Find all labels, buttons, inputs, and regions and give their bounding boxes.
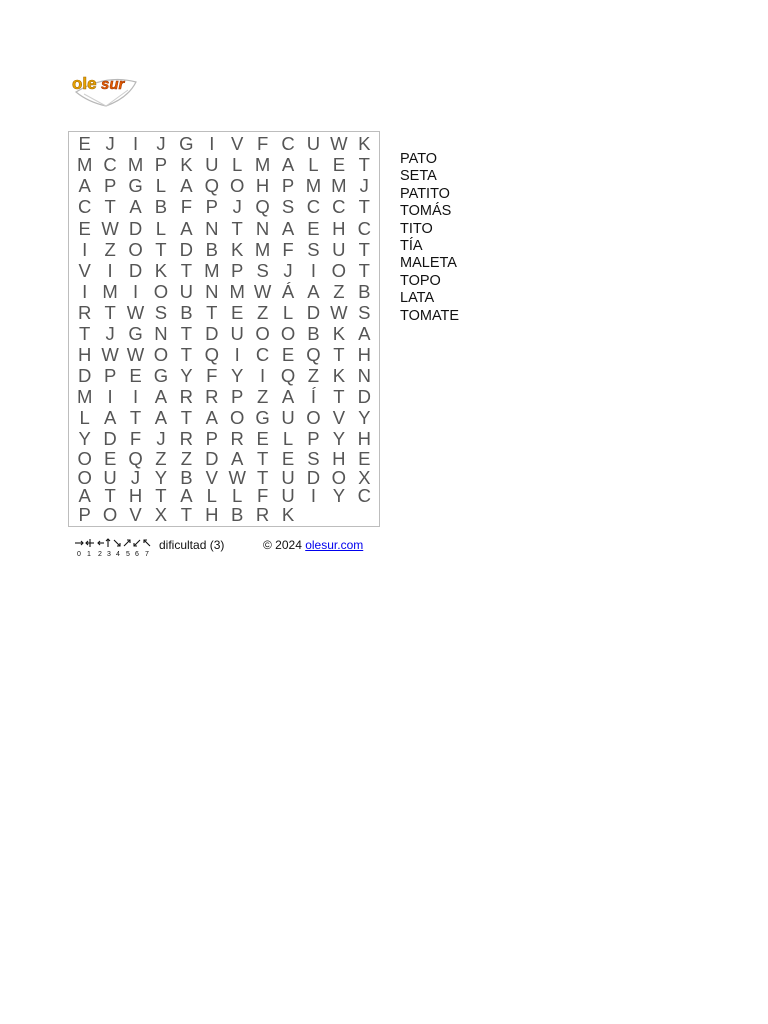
grid-letter: K	[332, 322, 346, 344]
grid-letter: G	[255, 407, 270, 429]
direction-digit: 3	[107, 551, 111, 558]
word-item: PATITO	[400, 185, 450, 202]
grid-letter: M	[305, 175, 322, 197]
grid-letter: U	[281, 485, 295, 506]
grid-letter: O	[230, 407, 245, 429]
grid-letter: D	[78, 365, 92, 386]
grid-letter: A	[180, 175, 193, 197]
grid-letter: Q	[306, 343, 321, 365]
grid-letter: Í	[310, 386, 317, 408]
grid-letter: M	[127, 154, 144, 176]
grid-letter: G	[128, 322, 143, 344]
grid-letter: W	[101, 343, 119, 365]
direction-digit: 5	[126, 551, 130, 558]
grid-letter: B	[231, 503, 244, 525]
grid-letter: K	[154, 259, 168, 281]
grid-letter: I	[82, 280, 88, 302]
grid-letter: E	[358, 448, 371, 469]
olesur-link[interactable]: olesur.com	[305, 538, 364, 552]
grid-letter: V	[78, 259, 91, 281]
difficulty-label: dificultad (3)	[159, 538, 225, 552]
grid-letter: T	[180, 259, 193, 281]
grid-letter: G	[179, 133, 194, 155]
grid-letter: O	[255, 322, 270, 344]
grid-letter: A	[358, 322, 371, 344]
grid-letter: S	[154, 301, 168, 323]
grid-letter: F	[206, 365, 218, 386]
grid-letter: O	[331, 466, 347, 488]
grid-letter: T	[333, 343, 345, 365]
grid-letter: Y	[180, 365, 193, 386]
grid-letter: U	[179, 280, 194, 302]
grid-letter: M	[102, 280, 118, 302]
grid-letter: F	[282, 238, 294, 260]
grid-letter: H	[357, 343, 371, 365]
grid-letter: M	[76, 154, 93, 176]
grid-letter: H	[332, 217, 346, 239]
grid-letter: V	[205, 466, 218, 488]
grid-letter: C	[332, 196, 346, 218]
grid-letter: T	[180, 503, 193, 525]
grid-letter: D	[128, 217, 143, 239]
grid-letter: D	[306, 301, 321, 323]
grid-letter: Q	[280, 365, 296, 386]
grid-letter: L	[155, 175, 167, 197]
grid-letter: E	[129, 365, 142, 386]
grid-letter: T	[104, 485, 116, 506]
grid-letter: O	[153, 343, 169, 365]
grid-letter: R	[179, 428, 194, 450]
grid-letter: O	[102, 503, 118, 525]
grid-letter: Z	[333, 280, 345, 302]
grid-letter: Y	[78, 428, 91, 450]
grid-letter: A	[180, 217, 193, 239]
grid-letter: C	[103, 154, 117, 176]
grid-letter: I	[82, 238, 88, 260]
grid-letter: S	[281, 196, 295, 218]
grid-letter: A	[281, 386, 295, 408]
grid-letter: Z	[180, 448, 193, 469]
grid-letter: T	[358, 154, 370, 176]
grid-letter: W	[228, 466, 246, 488]
grid-letter: Y	[358, 407, 371, 429]
grid-letter: P	[205, 428, 218, 450]
grid-letter: B	[307, 322, 320, 344]
grid-letter: L	[282, 301, 294, 323]
grid-letter: I	[107, 386, 113, 408]
grid-letter: T	[180, 343, 193, 365]
grid-letter: S	[256, 259, 269, 281]
grid-letter: I	[132, 280, 139, 302]
copyright-text: © 2024	[263, 538, 306, 552]
grid-letter: P	[154, 154, 168, 176]
grid-letter: Q	[128, 448, 143, 469]
grid-letter: L	[206, 485, 217, 506]
grid-letter: L	[155, 217, 167, 239]
grid-letter: C	[306, 196, 321, 218]
grid-letter: A	[231, 448, 244, 469]
grid-letter: C	[281, 133, 295, 155]
word-item: TOPO	[400, 272, 441, 289]
word-item: TOMÁS	[400, 203, 452, 220]
grid-letter: M	[76, 386, 93, 408]
grid-letter: J	[130, 466, 141, 488]
grid-letter: V	[332, 407, 346, 429]
grid-letter: D	[103, 428, 117, 450]
grid-letter: E	[307, 217, 320, 239]
grid-letter: D	[128, 259, 143, 281]
grid-letter: J	[156, 133, 166, 155]
grid-letter: D	[357, 386, 371, 408]
grid-letter: C	[255, 343, 270, 365]
grid-letter: J	[283, 259, 293, 281]
grid-letter: W	[101, 217, 119, 239]
grid-letter: E	[332, 154, 346, 176]
grid-letter: K	[358, 133, 371, 155]
direction-legend-icon	[74, 536, 154, 558]
grid-letter: W	[253, 280, 272, 302]
grid-letter: W	[330, 133, 348, 155]
copyright	[263, 538, 363, 552]
grid-letter: J	[105, 133, 115, 155]
direction-digit: 0	[77, 551, 81, 558]
grid-letter: H	[78, 343, 92, 365]
grid-letter: T	[180, 322, 193, 344]
grid-letter: Z	[155, 448, 167, 469]
grid-letter: N	[255, 217, 270, 239]
grid-letter: J	[156, 428, 166, 450]
grid-letter: O	[77, 448, 92, 469]
grid-letter: I	[310, 485, 317, 506]
grid-letter: D	[205, 322, 219, 344]
grid-letter: R	[205, 386, 219, 408]
grid-letter: X	[154, 503, 168, 525]
grid-letter: F	[256, 133, 269, 155]
grid-letter: Z	[256, 386, 269, 408]
grid-letter: I	[132, 133, 139, 155]
grid-letter: A	[281, 217, 295, 239]
grid-letter: O	[153, 280, 169, 302]
grid-letter: T	[129, 407, 142, 429]
word-item: SETA	[400, 168, 437, 185]
grid-letter: J	[105, 322, 115, 344]
grid-letter: U	[103, 466, 117, 488]
grid-letter: A	[78, 175, 91, 197]
grid-letter: F	[180, 196, 193, 218]
grid-letter: P	[103, 365, 117, 386]
svg-text:ole: ole	[72, 74, 97, 93]
grid-letter: A	[307, 280, 320, 302]
grid-letter: D	[205, 448, 219, 469]
grid-letter: I	[260, 365, 266, 386]
grid-letter: K	[231, 238, 244, 260]
grid-letter: B	[154, 196, 168, 218]
grid-letter: L	[282, 428, 294, 450]
grid-letter: F	[256, 485, 269, 506]
grid-letter: O	[77, 466, 92, 488]
direction-digit: 2	[98, 551, 102, 558]
grid-letter: T	[155, 485, 167, 506]
direction-digit: 4	[116, 551, 120, 558]
word-item: TÍA	[400, 238, 423, 255]
grid-letter: W	[330, 301, 348, 323]
grid-letter: Y	[332, 485, 346, 506]
grid-letter: U	[332, 238, 346, 260]
grid-letter: E	[281, 448, 295, 469]
grid-letter: H	[332, 448, 346, 469]
grid-letter: E	[256, 428, 269, 450]
word-item: PATO	[400, 151, 438, 167]
grid-letter: T	[231, 217, 243, 239]
grid-letter: N	[205, 280, 219, 302]
grid-letter: J	[232, 196, 242, 218]
grid-letter: B	[180, 301, 193, 323]
grid-letter: R	[255, 503, 270, 525]
grid-letter: A	[281, 154, 295, 176]
grid-letter: S	[358, 301, 371, 323]
grid-letter: U	[281, 466, 295, 488]
direction-digit: 1	[87, 551, 91, 558]
grid-letter: O	[230, 175, 245, 197]
grid-letter: B	[205, 238, 218, 260]
grid-letter: M	[204, 259, 220, 281]
grid-letter: K	[332, 365, 346, 386]
grid-letter: X	[358, 466, 371, 488]
grid-letter: E	[78, 133, 91, 155]
grid-letter: P	[205, 196, 218, 218]
grid-letter: T	[180, 407, 193, 429]
grid-letter: P	[231, 259, 244, 281]
grid-letter: C	[357, 485, 371, 506]
grid-letter: L	[232, 485, 243, 506]
word-item: TOMATE	[400, 307, 460, 324]
grid-letter: J	[359, 175, 369, 197]
grid-letter: W	[126, 301, 145, 323]
grid-letter: P	[307, 428, 320, 450]
grid-letter: H	[205, 503, 219, 525]
grid-letter: R	[179, 386, 194, 408]
grid-letter: M	[254, 154, 271, 176]
grid-letter: F	[129, 428, 142, 450]
grid-letter: T	[206, 301, 218, 323]
grid-letter: H	[255, 175, 270, 197]
grid-letter: T	[358, 196, 370, 218]
grid-letter: U	[281, 407, 295, 429]
grid-letter: O	[306, 407, 321, 429]
grid-letter: Q	[204, 175, 219, 197]
grid-letter: V	[231, 133, 244, 155]
letter-grid	[68, 131, 380, 527]
grid-letter: P	[231, 386, 244, 408]
grid-letter: P	[103, 175, 117, 197]
grid-letter: Y	[231, 365, 244, 386]
grid-letter: A	[180, 485, 193, 506]
grid-letter: I	[234, 343, 240, 365]
grid-letter: Y	[332, 428, 346, 450]
grid-letter: E	[231, 301, 244, 323]
grid-letter: H	[128, 485, 143, 506]
svg-text:sur: sur	[101, 76, 125, 93]
grid-letter: T	[256, 448, 269, 469]
footer	[74, 535, 384, 559]
grid-letter: C	[78, 196, 92, 218]
grid-letter: G	[128, 175, 143, 197]
direction-digit: 7	[145, 551, 149, 558]
grid-letter: Z	[104, 238, 116, 260]
grid-letter: I	[107, 259, 113, 281]
grid-letter: M	[331, 175, 347, 197]
direction-digit: 6	[135, 551, 139, 558]
grid-letter: I	[310, 259, 317, 281]
grid-letter: Z	[307, 365, 320, 386]
grid-letter: L	[232, 154, 243, 176]
grid-letter: A	[129, 196, 142, 218]
grid-letter: U	[230, 322, 244, 344]
grid-letter: U	[205, 154, 219, 176]
grid-letter: R	[230, 428, 244, 450]
grid-letter: T	[333, 386, 345, 408]
grid-letter: L	[308, 154, 319, 176]
grid-letter: N	[357, 365, 371, 386]
grid-letter: Z	[256, 301, 269, 323]
grid-letter: T	[155, 238, 167, 260]
grid-letter: P	[281, 175, 295, 197]
grid-letter: M	[254, 238, 271, 260]
grid-letter: H	[357, 428, 371, 450]
word-list	[400, 151, 459, 325]
grid-letter: K	[180, 154, 193, 176]
grid-letter: G	[153, 365, 169, 386]
olesur-logo	[70, 68, 142, 108]
grid-letter: W	[126, 343, 145, 365]
grid-letter: D	[179, 238, 194, 260]
grid-letter: P	[78, 503, 91, 525]
grid-letter: M	[229, 280, 245, 302]
grid-letter: A	[78, 485, 91, 506]
grid-letter: O	[280, 322, 296, 344]
grid-letter: Q	[204, 343, 219, 365]
grid-letter: A	[154, 407, 168, 429]
grid-letter: E	[78, 217, 91, 239]
grid-letter: A	[154, 386, 168, 408]
word-item: MALETA	[400, 255, 457, 272]
grid-letter: U	[306, 133, 321, 155]
grid-letter: T	[256, 466, 269, 488]
word-item: LATA	[400, 290, 435, 307]
grid-letter: E	[103, 448, 117, 469]
grid-letter: T	[104, 301, 116, 323]
grid-letter: B	[358, 280, 371, 302]
grid-letter: A	[205, 407, 218, 429]
grid-letter: K	[281, 503, 295, 525]
word-item: TITO	[400, 220, 433, 237]
grid-letter: T	[79, 322, 91, 344]
grid-letter: C	[357, 217, 371, 239]
grid-letter: N	[205, 217, 219, 239]
grid-letter: S	[307, 448, 320, 469]
grid-letter: N	[154, 322, 168, 344]
grid-letter: Q	[255, 196, 270, 218]
grid-letter: B	[180, 466, 193, 488]
grid-letter: O	[128, 238, 143, 260]
grid-letter: S	[307, 238, 320, 260]
grid-letter: O	[331, 259, 347, 281]
grid-letter: I	[132, 386, 139, 408]
grid-letter: T	[358, 238, 370, 260]
grid-letter: V	[129, 503, 142, 525]
grid-letter: D	[306, 466, 321, 488]
grid-letter: R	[78, 301, 92, 323]
grid-letter: Y	[154, 466, 168, 488]
grid-letter: L	[79, 407, 90, 429]
grid-letter: T	[104, 196, 116, 218]
grid-letter: E	[281, 343, 295, 365]
grid-letter: T	[358, 259, 370, 281]
grid-letter: Á	[281, 280, 295, 302]
grid-letter: A	[103, 407, 117, 429]
grid-letter: I	[209, 133, 215, 155]
